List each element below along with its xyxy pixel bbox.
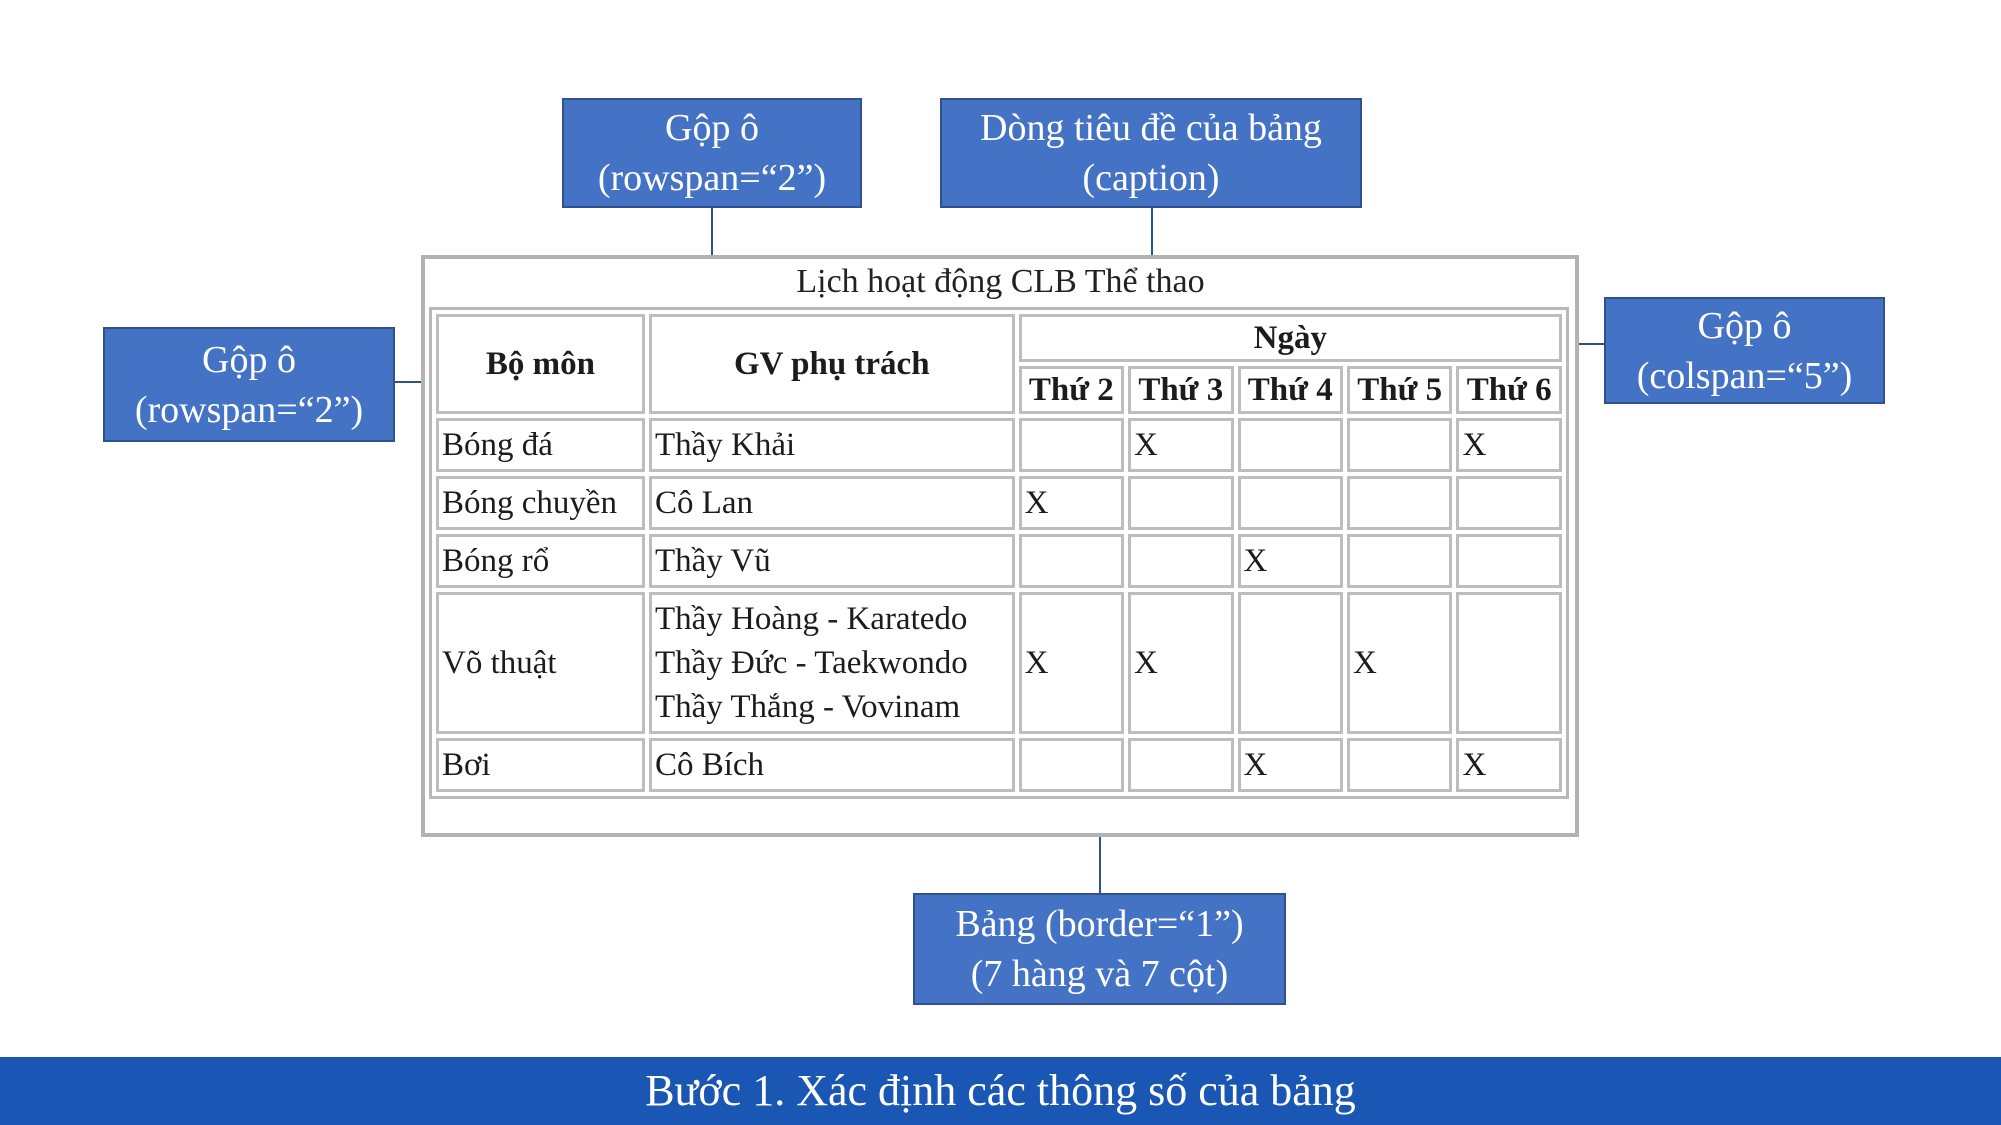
header-day: Thứ 6 — [1456, 366, 1562, 414]
day-mark-cell — [1456, 592, 1562, 734]
day-mark-cell: X — [1019, 592, 1124, 734]
day-mark-cell — [1347, 534, 1452, 588]
callout-line-2: (rowspan=“2”) — [597, 157, 827, 199]
callout-line-1: Dòng tiêu đề của bảng — [980, 107, 1322, 149]
callout-rowspan-subject — [103, 327, 395, 442]
callout-line-1: Gộp ô — [665, 107, 759, 149]
day-mark-cell — [1019, 738, 1124, 792]
day-mark-cell: X — [1238, 738, 1343, 792]
day-mark-cell: X — [1456, 738, 1562, 792]
callout-rowspan-teacher — [562, 98, 862, 208]
table-caption: Lịch hoạt động CLB Thể thao — [796, 263, 1205, 300]
teacher-cell — [649, 418, 1015, 472]
day-mark-cell: X — [1019, 476, 1124, 530]
teacher-name: Thầy Đức - Taekwondo — [654, 645, 968, 681]
teacher-name: Cô Bích — [654, 747, 765, 783]
subject-cell: Bơi — [436, 738, 645, 792]
callout-caption — [940, 98, 1362, 208]
callout-colspan — [1604, 297, 1885, 404]
header-day: Thứ 4 — [1238, 366, 1343, 414]
callout-border — [913, 893, 1286, 1005]
header-subject: Bộ môn — [436, 314, 645, 414]
header-day: Thứ 2 — [1019, 366, 1124, 414]
teacher-name: Thầy Khải — [654, 427, 796, 463]
subject-cell: Bóng đá — [436, 418, 645, 472]
teacher-name: Cô Lan — [654, 485, 754, 521]
day-mark-cell — [1019, 418, 1124, 472]
callout-line-2: (7 hàng và 7 cột) — [970, 953, 1229, 995]
teacher-name: Thầy Thắng - Vovinam — [654, 689, 961, 725]
subject-cell: Bóng rổ — [436, 534, 645, 588]
day-mark-cell — [1347, 476, 1452, 530]
header-teacher: GV phụ trách — [649, 314, 1015, 414]
subject-cell: Võ thuật — [436, 592, 645, 734]
day-mark-cell — [1019, 534, 1124, 588]
subject-cell: Bóng chuyền — [436, 476, 645, 530]
teacher-cell — [649, 592, 1015, 734]
table-row — [436, 592, 1562, 734]
day-mark-cell — [1347, 418, 1452, 472]
teacher-name: Thầy Hoàng - Karatedo — [654, 601, 968, 637]
day-mark-cell: X — [1238, 534, 1343, 588]
schedule-table — [429, 307, 1569, 799]
table-row — [436, 738, 1562, 792]
table-row — [436, 476, 1562, 530]
footer-title: Bước 1. Xác định các thông số của bảng — [645, 1066, 1356, 1115]
teacher-name: Thầy Vũ — [654, 543, 771, 579]
day-mark-cell: X — [1456, 418, 1562, 472]
callout-line-2: (rowspan=“2”) — [134, 388, 364, 431]
teacher-cell — [649, 476, 1015, 530]
day-mark-cell: X — [1347, 592, 1452, 734]
teacher-cell — [649, 738, 1015, 792]
footer-title-bar — [0, 1057, 2001, 1125]
callout-line-2: (caption) — [1082, 157, 1220, 199]
callout-line-1: Bảng (border=“1”) — [955, 903, 1244, 945]
day-mark-cell — [1456, 534, 1562, 588]
table-row — [436, 534, 1562, 588]
day-mark-cell — [1128, 534, 1233, 588]
day-mark-cell — [1456, 476, 1562, 530]
teacher-cell — [649, 534, 1015, 588]
header-days-group: Ngày — [1019, 314, 1562, 362]
day-mark-cell — [1128, 476, 1233, 530]
day-mark-cell: X — [1128, 418, 1233, 472]
day-mark-cell — [1347, 738, 1452, 792]
callout-line-1: Gộp ô — [202, 338, 296, 381]
day-mark-cell — [1238, 418, 1343, 472]
header-day: Thứ 5 — [1347, 366, 1452, 414]
callout-line-2: (colspan=“5”) — [1636, 354, 1853, 397]
callout-line-1: Gộp ô — [1697, 304, 1792, 347]
header-day: Thứ 3 — [1128, 366, 1233, 414]
table-row — [436, 418, 1562, 472]
day-mark-cell — [1128, 738, 1233, 792]
day-mark-cell — [1238, 592, 1343, 734]
day-mark-cell — [1238, 476, 1343, 530]
day-mark-cell: X — [1128, 592, 1233, 734]
